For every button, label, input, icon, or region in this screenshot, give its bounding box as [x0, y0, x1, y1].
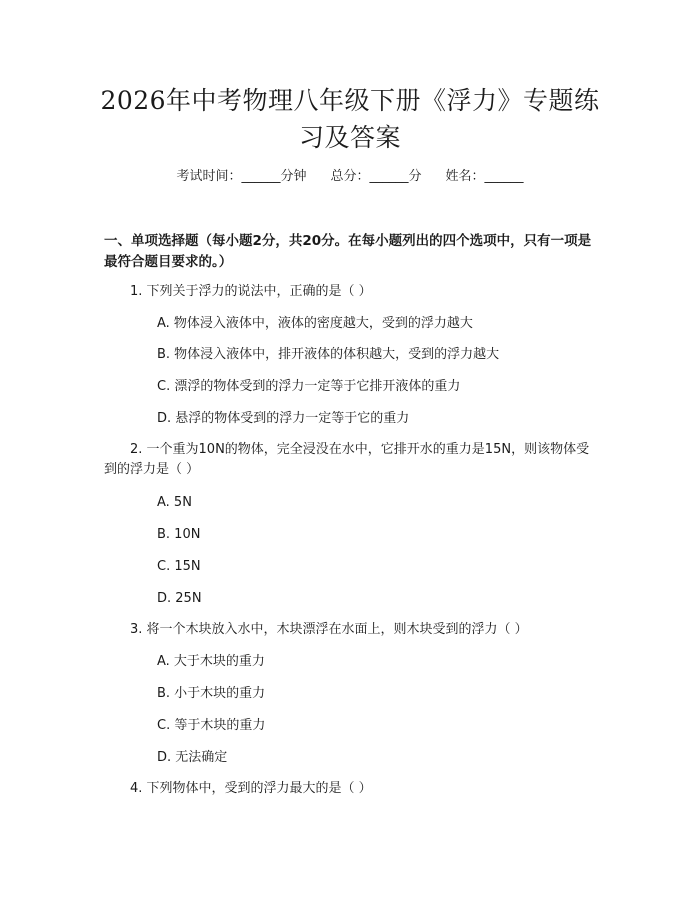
question-1-option-d: D. 悬浮的物体受到的浮力一定等于它的重力 [157, 411, 410, 426]
question-2-option-b: B. 10N [157, 527, 201, 542]
question-1-option-b: B. 物体浸入液体中，排开液体的体积越大，受到的浮力越大 [157, 347, 500, 362]
question-3-option-a: A. 大于木块的重力 [157, 654, 265, 669]
document-title: 2026年中考物理八年级下册《浮力》专题练习及答案 [100, 86, 600, 152]
question-1-option-a: A. 物体浸入液体中，液体的密度越大，受到的浮力越大 [157, 316, 473, 331]
question-1-option-c: C. 漂浮的物体受到的浮力一定等于它排开液体的重力 [157, 379, 461, 394]
question-3-option-d: D. 无法确定 [157, 750, 228, 765]
question-2: 2. 一个重为10N的物体，完全浸没在水中，它排开水的重力是15N，则该物体受到的浮力是（ ） [104, 442, 590, 477]
exam-time-field: 考试时间：______分钟 [176, 169, 307, 184]
question-3-option-b: B. 小于木块的重力 [157, 686, 266, 701]
exam-meta-line [0, 167, 700, 187]
question-2-option-c: C. 15N [157, 559, 201, 574]
question-3-option-c: C. 等于木块的重力 [157, 718, 266, 733]
question-3: 3. 将一个木块放入水中，木块漂浮在水面上，则木块受到的浮力（ ） [130, 622, 528, 637]
student-name-field: 姓名：______ [445, 169, 524, 184]
total-score-field: 总分：______分 [330, 169, 422, 184]
question-2-option-d: D. 25N [157, 591, 202, 606]
section-heading: 一、单项选择题（每小题2分，共20分。在每小题列出的四个选项中，只有一项是最符合题目要求的。） [104, 233, 592, 270]
question-1: 1. 下列关于浮力的说法中，正确的是（ ） [130, 284, 372, 299]
question-4: 4. 下列物体中，受到的浮力最大的是（ ） [130, 781, 372, 796]
question-2-option-a: A. 5N [157, 495, 192, 510]
